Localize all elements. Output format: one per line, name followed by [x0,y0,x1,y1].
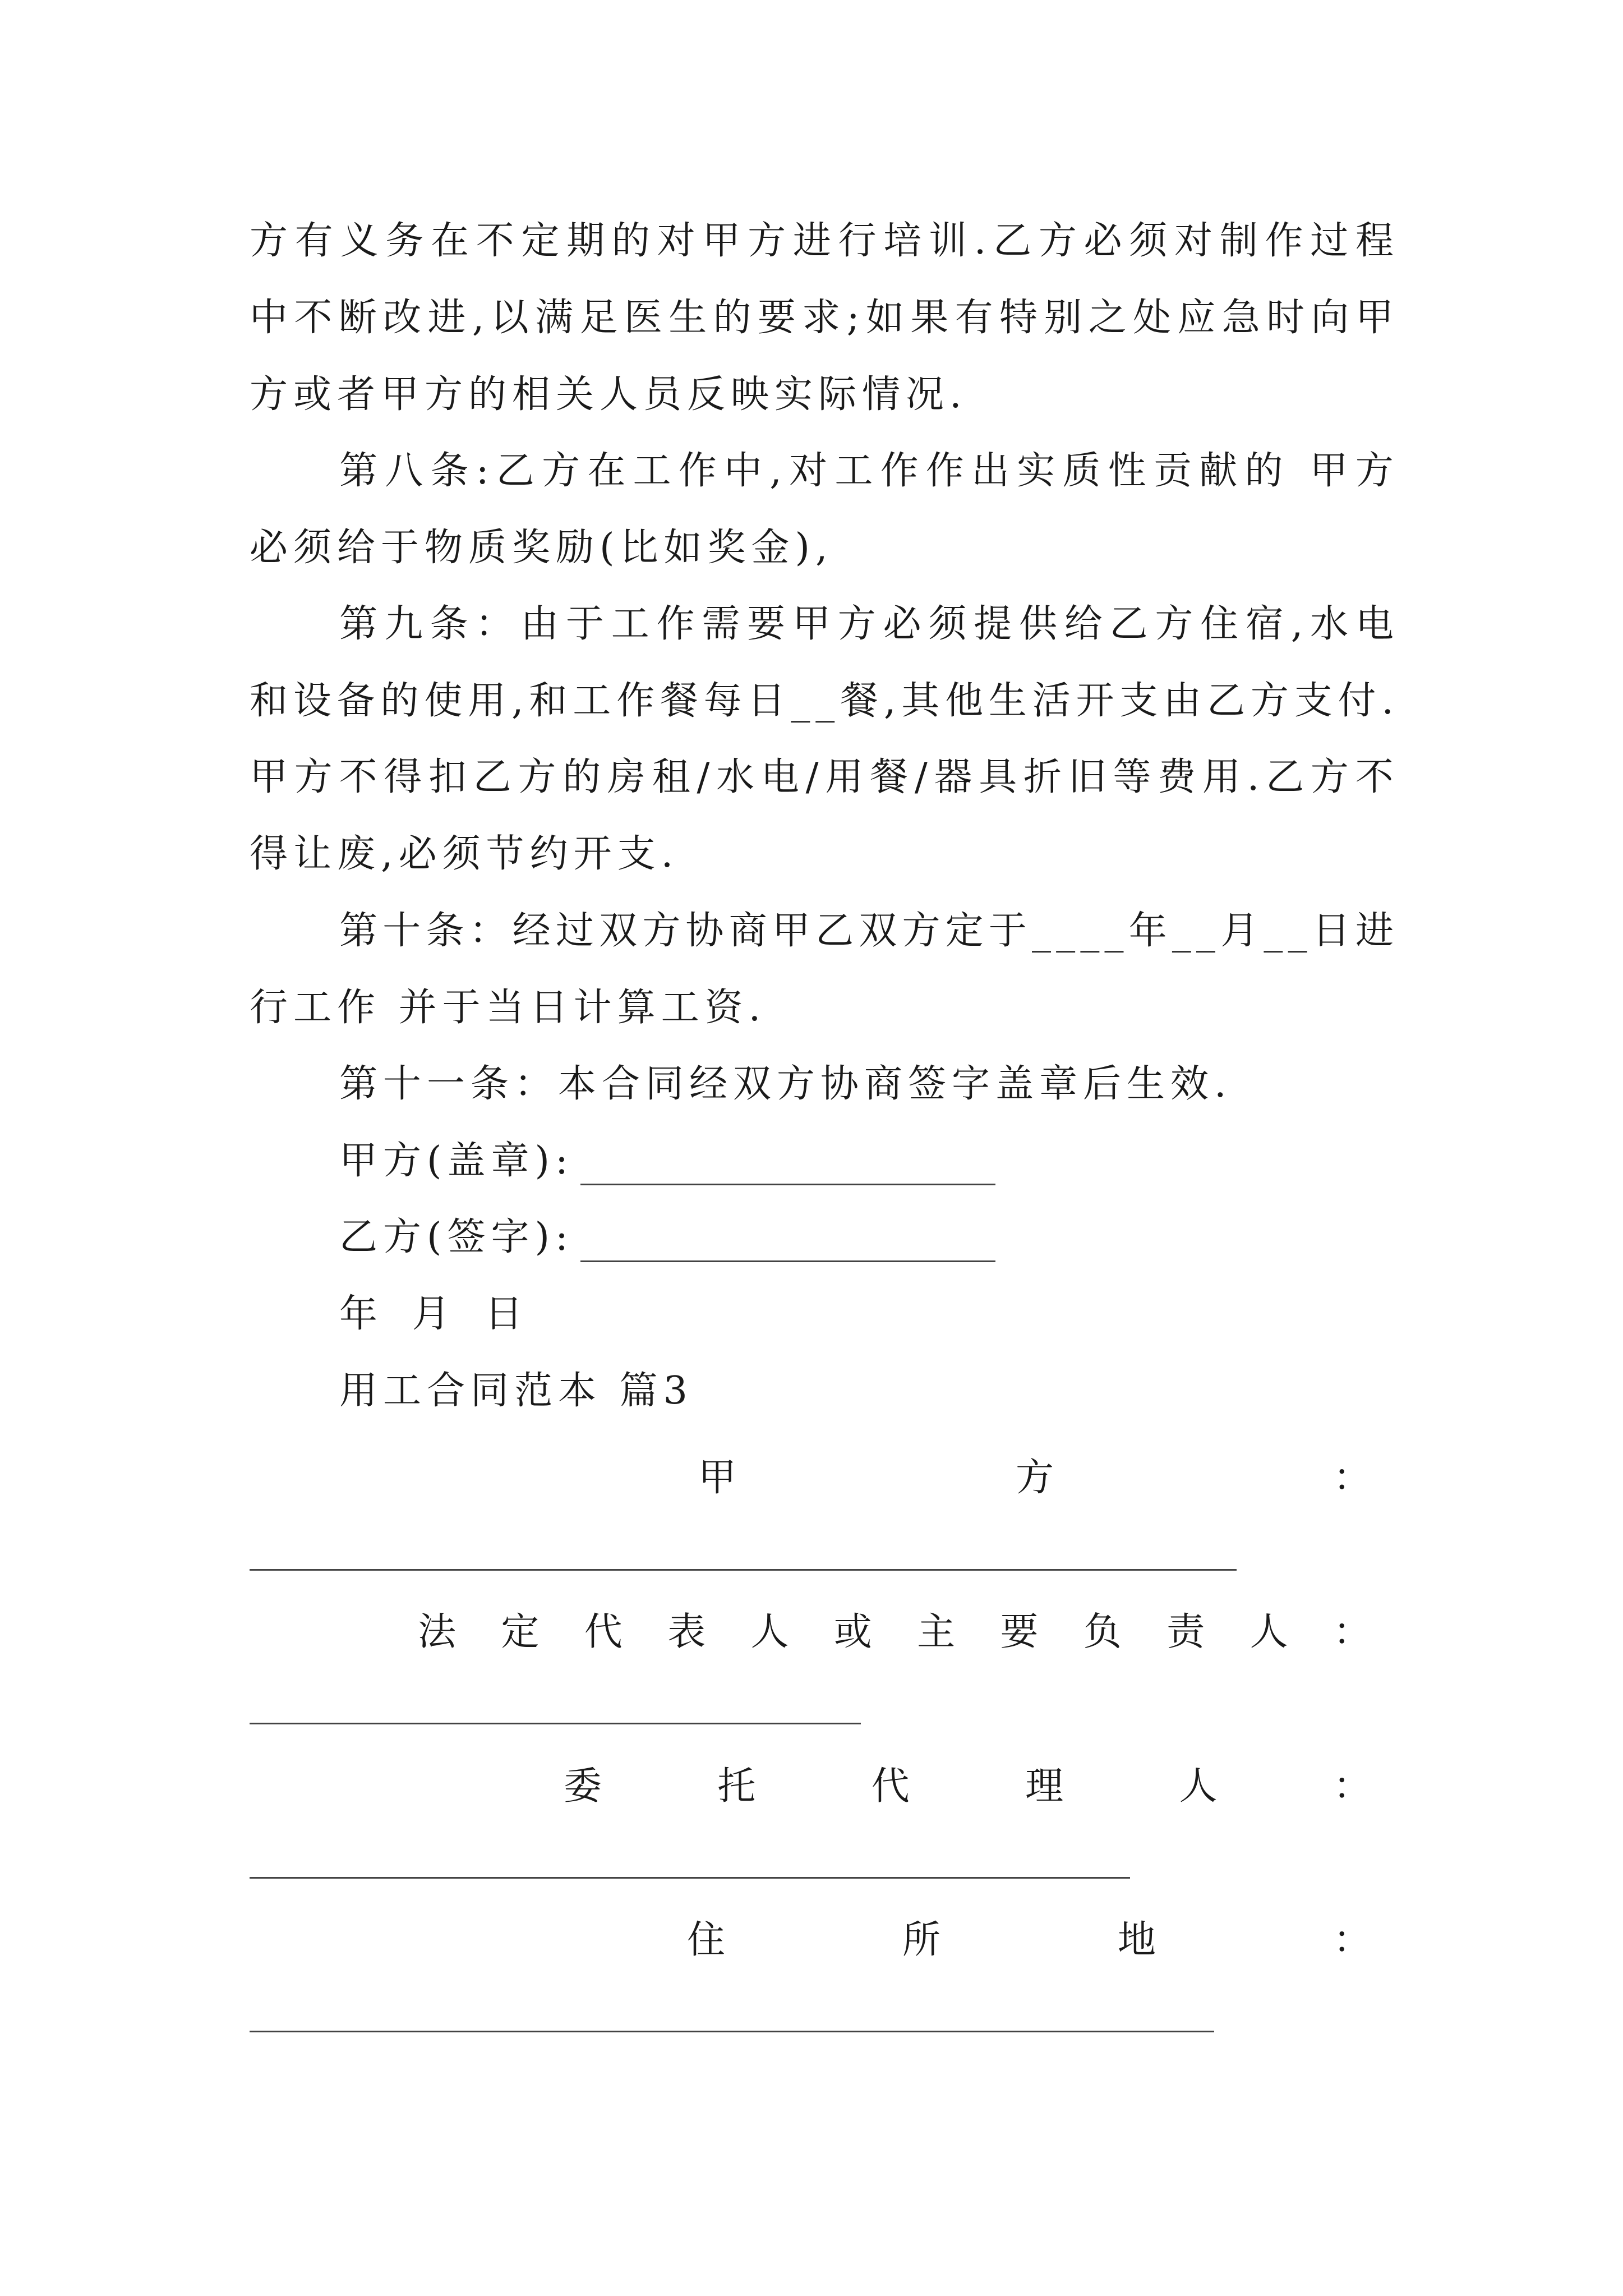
text-char: 方 [902,909,940,953]
text-char: 乙 [473,755,511,799]
text-char: 双 [599,909,638,953]
field-label-char: 理 [1025,1764,1064,1809]
field-label-char: 地 [1117,1918,1156,1962]
text-char: 时 [1266,296,1305,340]
text-char: 方 [1155,602,1193,646]
text-char: 活 [1032,679,1071,723]
field-label-char: 或 [833,1610,872,1654]
text-char: 第 [339,602,378,646]
paragraph-line [250,219,1394,264]
text-char: 和 [529,679,568,723]
text-char: _ [1172,909,1191,953]
text-char [1290,449,1303,494]
text-char: 必 [883,602,921,646]
field-label-char: 托 [717,1764,756,1809]
text-char: 足 [579,296,618,340]
text-char: , [769,449,782,493]
field-label-char: 甲 [698,1456,737,1500]
text-char: 对 [789,449,828,493]
article-9-line [250,679,1394,724]
text-char: 开 [1076,679,1114,723]
text-char: 支 [1294,679,1332,723]
text-char: 的 [611,219,650,263]
text-char: _ [1080,909,1100,953]
text-char: 方 [1355,449,1394,493]
text-char: . [1381,679,1394,723]
text-char: 使 [424,679,463,723]
text-char: 年 [1128,909,1167,953]
text-char: 须 [928,602,967,646]
text-char: 水 [716,755,755,799]
text-char: / [805,755,819,799]
text-char: 义 [340,219,379,263]
text-char: 用 [1202,755,1241,799]
agent-field-label [564,1764,1371,1809]
text-char: 质 [1062,449,1101,493]
party-a-seal-label: 甲方(盖章): [339,1139,574,1183]
text-char: 制 [1219,219,1258,263]
text-char: _ [815,679,835,723]
text-char: 对 [1174,219,1213,263]
text-char: 租 [652,755,690,799]
text-char: 医 [624,296,662,340]
text-char: 工 [573,679,611,723]
text-char: 水 [1310,602,1349,646]
text-char: 方 [1038,219,1077,263]
text-char: 乙 [496,449,534,493]
article-8-line: 必须给于物质奖励(比如奖金), [250,526,833,570]
text-char: _ [1264,909,1283,953]
text-char: 方 [837,602,876,646]
text-char: 实 [1017,449,1055,493]
text-char: 生 [988,679,1027,723]
text-char: 十 [382,909,421,953]
text-char: 由 [1163,679,1202,723]
text-char: 中 [724,449,763,493]
party-a-fill-line [250,1569,1237,1571]
article-9-line [250,755,1394,800]
section-title: 用工合同范本 篇3 [339,1369,693,1413]
text-char: 费 [1158,755,1196,799]
text-char: 培 [883,219,922,263]
text-char: 断 [338,296,377,340]
text-char: 于 [565,602,604,646]
text-char: 必 [1083,219,1122,263]
date-line: 年 月 日 [339,1292,529,1336]
text-char: 以 [490,296,529,340]
text-char: 条 [430,449,469,493]
text-char: 须 [1129,219,1168,263]
text-char: 进 [792,219,831,263]
text-char: , [511,679,524,723]
text-char: 九 [384,602,423,646]
text-char: 月 [1220,909,1259,953]
article-10-line: 行工作 并于当日计算工资. [250,986,767,1030]
text-char: 电 [760,755,799,799]
party-b-signature-line [580,1260,995,1262]
text-char: 商 [728,909,767,953]
text-char: 双 [859,909,897,953]
text-char: 应 [1177,296,1216,340]
text-char: 的 [380,679,419,723]
text-char: 甲 [1310,449,1348,493]
text-char: 出 [971,449,1010,493]
text-char: 方 [642,909,681,953]
text-char: 的 [1244,449,1283,493]
text-char: 甲 [250,755,288,799]
text-char: 贡 [1153,449,1192,493]
text-char: 提 [974,602,1012,646]
text-char: 扣 [428,755,467,799]
text-char: 用 [468,679,506,723]
text-char: 需 [702,602,740,646]
text-char: 在 [430,219,469,263]
text-char: 方 [518,755,556,799]
text-char: 日 [1312,909,1350,953]
text-char: _ [1032,909,1051,953]
field-label-char: 主 [917,1610,956,1654]
text-char: 旧 [1068,755,1106,799]
agent-fill-line [250,1877,1130,1879]
field-label-char: 住 [687,1918,726,1962]
text-char: 用 [825,755,864,799]
text-char: 餐 [840,679,879,723]
text-char: 方 [294,755,333,799]
text-char: 作 [1265,219,1303,263]
text-char: 备 [336,679,375,723]
text-char: 中 [250,296,288,340]
text-char: 条 [430,602,468,646]
field-label-char: 人 [1179,1764,1218,1809]
text-char: / [697,755,710,799]
text-char: 改 [383,296,422,340]
text-char: 生 [668,296,707,340]
text-char: 八 [385,449,423,493]
text-char: 等 [1113,755,1151,799]
text-char: 的 [713,296,751,340]
text-char: 要 [747,602,786,646]
text-char: , [883,679,896,723]
text-char: 行 [838,219,877,263]
text-char: 之 [1088,296,1127,340]
text-char: ： [475,602,514,646]
text-char: 甲 [702,219,741,263]
party-a-signature-line [580,1184,995,1185]
text-char: 工 [834,449,873,493]
text-char: 乙 [1266,755,1304,799]
text-char: 向 [1311,296,1349,340]
text-char: 住 [1200,602,1239,646]
text-char: 方 [1310,755,1349,799]
text-char: 设 [293,679,331,723]
text-char: 由 [520,602,559,646]
text-char: 急 [1221,296,1260,340]
text-char: 果 [910,296,949,340]
text-char: 进 [1355,909,1394,953]
text-char: 方 [748,219,786,263]
field-label-char: 委 [564,1764,602,1809]
text-char: 别 [1044,296,1082,340]
text-char: , [1290,602,1303,646]
article-8-line [339,449,1394,494]
text-char: 甲 [772,909,810,953]
text-char: 作 [925,449,964,493]
address-fill-line [250,2031,1214,2032]
text-char: 作 [616,679,655,723]
text-char: 乙 [993,219,1032,263]
text-char: . [974,219,986,263]
text-char: 作 [880,449,919,493]
legal-rep-field-label [418,1610,1371,1655]
text-char: 定 [945,909,984,953]
text-char: 乙 [1109,602,1148,646]
text-char: 供 [1018,602,1057,646]
text-char: 方 [542,449,580,493]
text-char: 的 [562,755,601,799]
field-label-char: 代 [871,1764,910,1809]
text-char: ; [846,296,860,340]
text-char: 过 [1310,219,1349,263]
address-field-label [687,1918,1371,1963]
text-char: 器 [934,755,972,799]
text-char: 折 [1023,755,1062,799]
text-char: 宿 [1245,602,1284,646]
text-char: . [1247,755,1260,799]
text-char: 餐 [870,755,909,799]
text-char: 具 [979,755,1017,799]
field-label-char: 法 [418,1610,457,1654]
text-char: 献 [1199,449,1238,493]
field-label-char: 人 [750,1610,789,1654]
text-char: 房 [607,755,646,799]
text-char: 如 [865,296,904,340]
text-char: 要 [757,296,796,340]
text-char: 期 [566,219,605,263]
text-char: 付 [1338,679,1376,723]
text-char: 过 [555,909,594,953]
text-char: 支 [1119,679,1158,723]
text-char: 经 [512,909,551,953]
text-char: 其 [901,679,940,723]
field-label-char: 要 [1000,1610,1039,1654]
field-label-char: 代 [584,1610,623,1654]
field-label-char: 所 [902,1918,940,1962]
text-char: 得 [384,755,422,799]
text-char: 特 [999,296,1038,340]
text-char: 求 [802,296,841,340]
text-char: 有 [294,219,333,263]
text-char: 满 [535,296,574,340]
text-char: 第 [339,449,378,493]
text-char: 在 [587,449,626,493]
text-char: / [914,755,928,799]
text-char: 工 [611,602,649,646]
text-char: 于 [988,909,1027,953]
text-char: 方 [1250,679,1289,723]
legal-rep-fill-line [250,1723,861,1724]
article-9-line [339,602,1394,647]
text-char: _ [1056,909,1076,953]
text-char: _ [791,679,810,723]
field-label-char: 定 [501,1610,540,1654]
text-char: 日 [747,679,786,723]
field-label-char: ： [1332,1610,1371,1654]
text-char: 条 [426,909,464,953]
party-b-signature-label: 乙方(签字): [339,1215,574,1259]
text-char: 对 [657,219,695,263]
text-char: 餐 [660,679,698,723]
text-char: _ [1196,909,1216,953]
article-9-line: 得让废,必须节约开支. [250,832,679,876]
text-char: 他 [945,679,984,723]
field-label-char: ： [1332,1918,1371,1962]
text-char: 每 [703,679,742,723]
text-char: 甲 [1355,296,1394,340]
text-char: 程 [1355,219,1394,263]
article-11-line: 第十一条：本合同经双方协商签字盖章后生效. [339,1062,1232,1106]
text-char: ： [469,909,508,953]
text-char: 给 [1064,602,1103,646]
text-char: 不 [476,219,514,263]
text-char: 电 [1355,602,1394,646]
text-char: 进 [427,296,466,340]
text-char: 和 [250,679,288,723]
text-char: 不 [1355,755,1394,799]
text-char: 处 [1133,296,1172,340]
text-char: , [472,296,485,340]
text-char: 务 [385,219,424,263]
field-label-char: ： [1332,1456,1371,1500]
text-char: 乙 [1207,679,1246,723]
text-char: 甲 [792,602,831,646]
text-char: 定 [521,219,560,263]
article-10-line [339,909,1394,954]
field-label-char: 方 [1015,1456,1054,1500]
text-char: : [476,449,489,493]
text-char: 第 [339,909,378,953]
text-char: 性 [1108,449,1146,493]
text-char: 协 [685,909,724,953]
paragraph-line [250,296,1394,341]
text-char: 工 [633,449,671,493]
field-label-char: 负 [1083,1610,1122,1654]
text-char: 不 [294,296,333,340]
field-label-char: 表 [667,1610,706,1654]
text-char: _ [1288,909,1307,953]
text-char: 作 [678,449,717,493]
text-char: 有 [955,296,993,340]
text-char: 不 [339,755,377,799]
text-char: 乙 [815,909,854,953]
text-char: 方 [250,219,288,263]
party-a-field-label [698,1456,1371,1501]
field-label-char: 责 [1166,1610,1205,1654]
field-label-char: ： [1332,1764,1371,1809]
text-char: 作 [656,602,695,646]
field-label-char: 人 [1249,1610,1288,1654]
text-char: 训 [929,219,967,263]
paragraph-line: 方或者甲方的相关人员反映实际情况. [250,372,967,417]
text-char: _ [1104,909,1124,953]
